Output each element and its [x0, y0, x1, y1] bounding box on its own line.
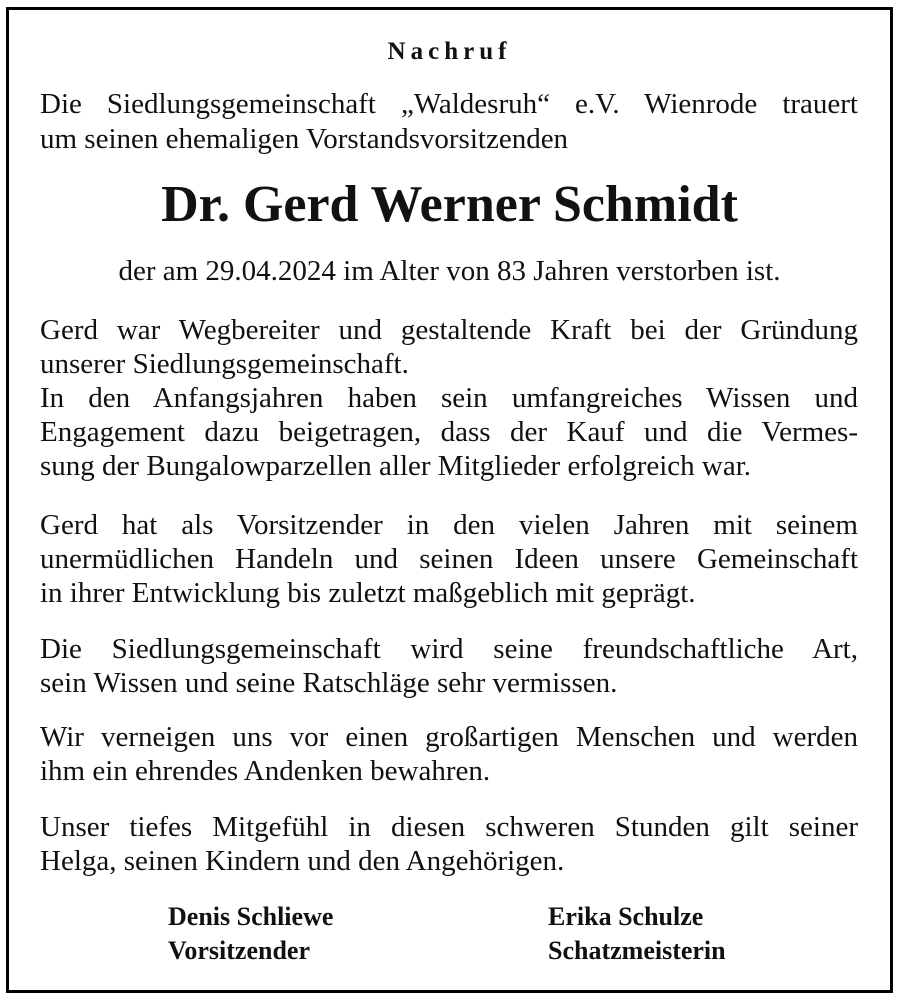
paragraph-1-line-1: Gerd war Wegbereiter und gestaltende Kraft bei der Gründung [40, 314, 858, 346]
intro-line-1: Die Siedlungsgemeinschaft „Waldesruh“ e.V. Wienrode trauert [40, 88, 858, 120]
death-date-line: der am 29.04.2024 im Alter von 83 Jahren verstorben ist. [118, 255, 781, 287]
signatory-1-name: Denis Schliewe [168, 902, 334, 931]
signatory-2-role: Schatzmeisterin [548, 936, 726, 965]
paragraph-3-line-1: Die Siedlungsgemeinschaft wird seine freundschaftliche Art, [40, 633, 858, 665]
signatory-2-name: Erika Schulze [548, 902, 704, 931]
paragraph-4-line-2: ihm ein ehrendes Andenken bewahren. [40, 755, 491, 787]
deceased-name: Dr. Gerd Werner Schmidt [161, 176, 738, 233]
notice-heading: Nachruf [387, 38, 512, 65]
paragraph-1-line-5: sung der Bungalowparzellen aller Mitglieder erfolgreich war. [40, 450, 752, 482]
intro-line-2: um seinen ehemaligen Vorstandsvorsitzenden [40, 123, 569, 155]
paragraph-3-line-2: sein Wissen und seine Ratschläge sehr vermissen. [40, 667, 618, 699]
paragraph-2-line-2: unermüdlichen Handeln und seinen Ideen unsere Gemeinschaft [40, 543, 858, 575]
paragraph-2-line-1: Gerd hat als Vorsitzender in den vielen Jahren mit seinem [40, 509, 858, 541]
paragraph-1-line-2: unserer Siedlungsgemeinschaft. [40, 348, 409, 380]
paragraph-5-line-1: Unser tiefes Mitgefühl in diesen schweren Stunden gilt seiner [40, 811, 858, 843]
paragraph-1-line-3: In den Anfangsjahren haben sein umfangreiches Wissen und [40, 382, 858, 414]
paragraph-1-line-4: Engagement dazu beigetragen, dass der Kauf und die Vermes- [40, 416, 858, 448]
paragraph-4-line-1: Wir verneigen uns vor einen großartigen Menschen und werden [40, 721, 858, 753]
paragraph-5-line-2: Helga, seinen Kindern und den Angehörigen. [40, 845, 565, 877]
paragraph-2-line-3: in ihrer Entwicklung bis zuletzt maßgeblich mit geprägt. [40, 577, 696, 609]
signatory-1-role: Vorsitzender [168, 936, 311, 965]
